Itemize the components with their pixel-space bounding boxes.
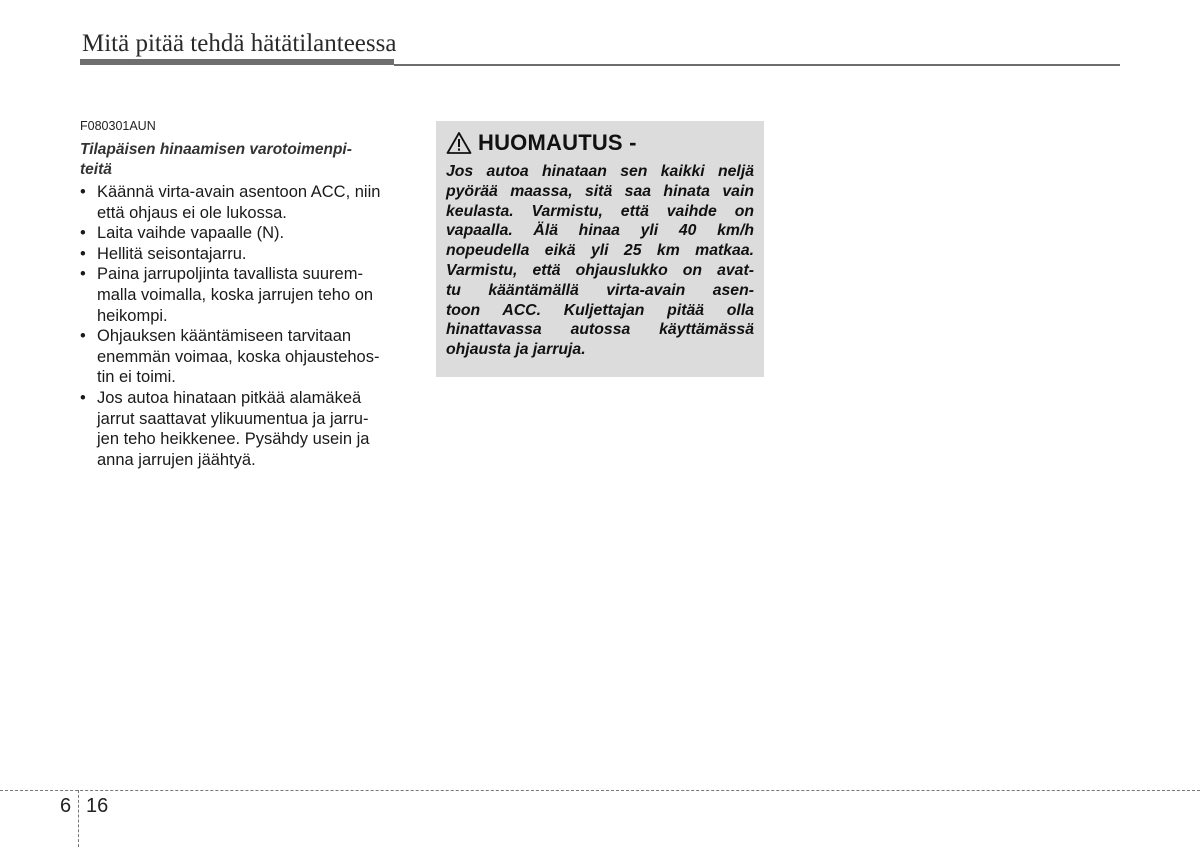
header-rule-thick	[80, 59, 394, 65]
notice-line: ohjausta ja jarruja.	[446, 341, 586, 359]
list-item-line: anna jarrujen jäähtyä.	[97, 450, 256, 469]
notice-line: Varmistu, että ohjauslukko on avat-	[446, 261, 754, 279]
list-item-line: Paina jarrupoljinta tavallista suurem-	[97, 265, 363, 284]
notice-title: HUOMAUTUS -	[478, 130, 637, 155]
bullet-icon: •	[80, 327, 86, 346]
list-item-line: enemmän voimaa, koska ohjaustehos-	[97, 347, 380, 366]
list-item-line: malla voimalla, koska jarrujen teho on	[97, 285, 374, 304]
list-item	[80, 388, 408, 470]
notice-line: vapaalla. Älä hinaa yli 40 km/h	[446, 222, 754, 240]
list-item-line: tin ei toimi.	[97, 368, 176, 387]
list-item-line: jarrut saattavat ylikuumentua ja jarru-	[97, 409, 369, 428]
list-item	[80, 182, 408, 223]
bullet-icon: •	[80, 244, 86, 263]
notice-line: toon ACC. Kuljettajan pitää olla	[446, 301, 754, 319]
bullet-icon: •	[80, 265, 86, 284]
left-column	[80, 119, 408, 470]
precaution-list	[80, 182, 408, 470]
notice-line: hinattavassa autossa käyttämässä	[446, 321, 754, 339]
list-item-line: Ohjauksen kääntämiseen tarvitaan	[97, 327, 352, 346]
warning-triangle-icon	[446, 131, 472, 155]
list-item-line: Jos autoa hinataan pitkää alamäkeä	[97, 388, 362, 407]
chapter-number: 6	[60, 795, 72, 817]
list-item-line: jen teho heikkenee. Pysähdy usein ja	[97, 430, 370, 449]
list-item-line: Laita vaihde vapaalle (N).	[97, 224, 285, 243]
list-item	[80, 264, 408, 326]
list-item-line: heikompi.	[97, 306, 168, 325]
notice-line: pyörää maassa, sitä saa hinata vain	[446, 182, 754, 200]
list-item	[80, 223, 408, 244]
subtitle-line: teitä	[80, 161, 112, 178]
bullet-icon: •	[80, 388, 86, 407]
section-code: F080301AUN	[80, 119, 156, 133]
bullet-icon: •	[80, 183, 86, 201]
section-subtitle	[80, 140, 408, 180]
notice-line: keulasta. Varmistu, että vaihde on	[446, 202, 754, 220]
notice-line: tu kääntämällä virta-avain asen-	[446, 281, 754, 299]
caution-notice-box	[436, 121, 764, 377]
page-header-title: Mitä pitää tehdä hätätilanteessa	[82, 30, 397, 57]
notice-line: Jos autoa hinataan sen kaikki neljä	[446, 163, 754, 180]
list-item-line: Hellitä seisontajarru.	[97, 244, 247, 263]
notice-header	[446, 129, 754, 157]
header-rule-thin	[394, 64, 1120, 66]
list-item	[80, 326, 408, 388]
footer-dashed-rule	[0, 790, 1200, 791]
list-item	[80, 244, 408, 265]
footer-dashed-divider	[78, 790, 79, 847]
list-item-line: että ohjaus ei ole lukossa.	[97, 203, 287, 222]
list-item-line: Käännä virta-avain asentoon ACC, niin	[97, 183, 381, 201]
notice-body	[446, 162, 754, 360]
page-number: 16	[86, 795, 109, 817]
notice-line: nopeudella eikä yli 25 km matkaa.	[446, 242, 754, 260]
subtitle-line: Tilapäisen hinaamisen varotoimenpi-	[80, 141, 352, 158]
bullet-icon: •	[80, 224, 86, 243]
